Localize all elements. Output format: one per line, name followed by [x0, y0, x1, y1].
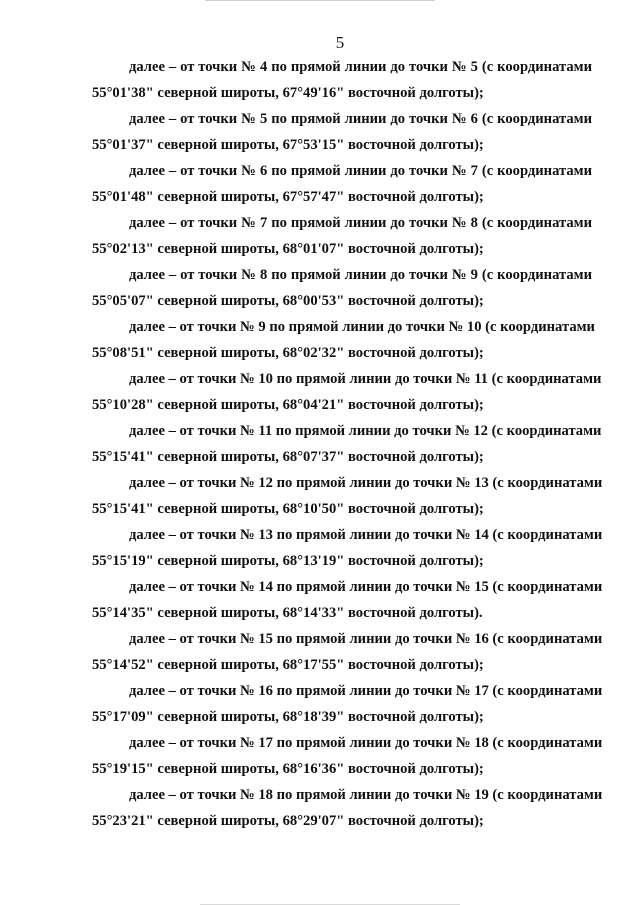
boundary-entry — [92, 265, 592, 317]
boundary-entry — [92, 317, 595, 369]
entry-coordinates-text: 55°02'13" северной широты, 68°01'07" восточной долготы); — [92, 241, 484, 257]
entry-coordinates-text: 55°23'21" северной широты, 68°29'07" восточной долготы); — [92, 813, 484, 829]
entry-segment-text: далее – от точки № 14 по прямой линии до точки № 15 (с координатами — [129, 579, 603, 595]
entry-coordinates-text: 55°01'37" северной широты, 67°53'15" восточной долготы); — [92, 137, 484, 153]
entry-coordinates-text: 55°17'09" северной широты, 68°18'39" восточной долготы); — [92, 709, 484, 725]
boundary-entry — [92, 733, 603, 785]
entry-segment-text: далее – от точки № 16 по прямой линии до точки № 17 (с координатами — [129, 683, 603, 699]
boundary-entry — [92, 369, 602, 421]
entry-coordinates-text: 55°05'07" северной широты, 68°00'53" восточной долготы); — [92, 293, 484, 309]
entry-segment-text: далее – от точки № 10 по прямой линии до точки № 11 (с координатами — [129, 371, 602, 387]
entry-coordinates-text: 55°15'19" северной широты, 68°13'19" восточной долготы); — [92, 553, 484, 569]
entry-segment-text: далее – от точки № 12 по прямой линии до точки № 13 (с координатами — [129, 475, 603, 491]
boundary-entry — [92, 629, 603, 681]
boundary-entry — [92, 213, 592, 265]
entry-coordinates-text: 55°15'41" северной широты, 68°10'50" восточной долготы); — [92, 501, 484, 517]
entry-segment-text: далее – от точки № 6 по прямой линии до точки № 7 (с координатами — [129, 163, 592, 179]
entry-coordinates-text: 55°01'48" северной широты, 67°57'47" восточной долготы); — [92, 189, 484, 205]
boundary-entry — [92, 681, 603, 733]
boundary-entry — [92, 473, 603, 525]
boundary-description-list — [92, 57, 603, 837]
top-edge-rule — [205, 0, 435, 1]
entry-segment-text: далее – от точки № 13 по прямой линии до точки № 14 (с координатами — [129, 527, 603, 543]
entry-segment-text: далее – от точки № 4 по прямой линии до точки № 5 (с координатами — [129, 59, 592, 75]
entry-segment-text: далее – от точки № 18 по прямой линии до точки № 19 (с координатами — [129, 787, 603, 803]
boundary-entry — [92, 785, 603, 837]
boundary-entry — [92, 421, 602, 473]
boundary-entry — [92, 525, 603, 577]
entry-segment-text: далее – от точки № 5 по прямой линии до точки № 6 (с координатами — [129, 111, 592, 127]
entry-segment-text: далее – от точки № 9 по прямой линии до точки № 10 (с координатами — [129, 319, 595, 335]
entry-segment-text: далее – от точки № 11 по прямой линии до точки № 12 (с координатами — [129, 423, 602, 439]
entry-coordinates-text: 55°14'35" северной широты, 68°14'33" восточной долготы). — [92, 605, 483, 621]
entry-coordinates-text: 55°14'52" северной широты, 68°17'55" восточной долготы); — [92, 657, 484, 673]
entry-coordinates-text: 55°01'38" северной широты, 67°49'16" восточной долготы); — [92, 85, 484, 101]
boundary-entry — [92, 577, 603, 629]
entry-coordinates-text: 55°19'15" северной широты, 68°16'36" восточной долготы); — [92, 761, 484, 777]
page-number: 5 — [335, 33, 345, 52]
entry-segment-text: далее – от точки № 15 по прямой линии до точки № 16 (с координатами — [129, 631, 603, 647]
entry-segment-text: далее – от точки № 8 по прямой линии до точки № 9 (с координатами — [129, 267, 592, 283]
entry-segment-text: далее – от точки № 7 по прямой линии до точки № 8 (с координатами — [129, 215, 592, 231]
entry-segment-text: далее – от точки № 17 по прямой линии до точки № 18 (с координатами — [129, 735, 603, 751]
entry-coordinates-text: 55°10'28" северной широты, 68°04'21" восточной долготы); — [92, 397, 484, 413]
boundary-entry — [92, 57, 592, 109]
entry-coordinates-text: 55°15'41" северной широты, 68°07'37" восточной долготы); — [92, 449, 484, 465]
boundary-entry — [92, 109, 592, 161]
boundary-entry — [92, 161, 592, 213]
entry-coordinates-text: 55°08'51" северной широты, 68°02'32" восточной долготы); — [92, 345, 484, 361]
